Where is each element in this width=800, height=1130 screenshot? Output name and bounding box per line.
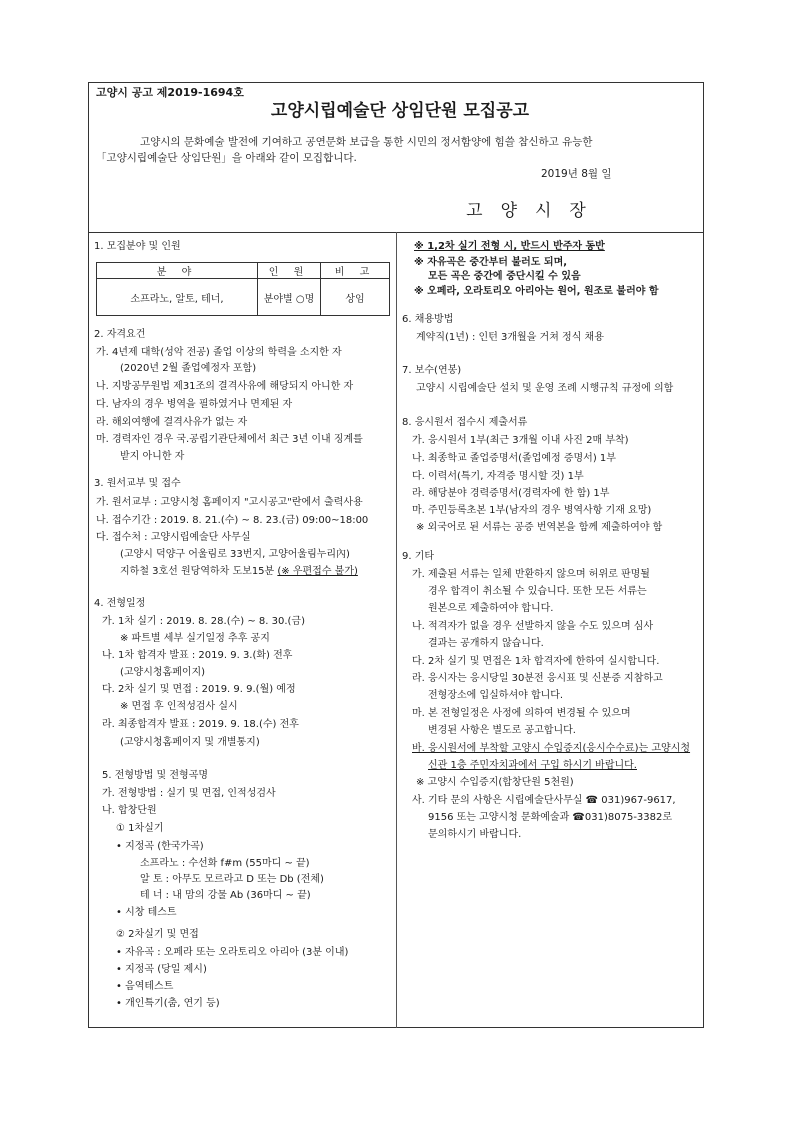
list-item: ※ 고양시 수입증지(합창단원 5천원)	[416, 777, 574, 788]
list-item: 가. 원서교부 : 고양시청 홈페이지 "고시공고"란에서 출력사용	[96, 497, 363, 508]
list-item: 다. 접수처 : 고양시립예술단 사무실	[96, 532, 251, 543]
recruit-table	[96, 262, 390, 316]
list-item: 나. 1차 합격자 발표 : 2019. 9. 3.(화) 전후	[102, 650, 293, 661]
list-item: 라. 최종합격자 발표 : 2019. 9. 18.(수) 전후	[102, 719, 299, 730]
column-divider	[396, 232, 397, 1028]
signer-name: 고양시장	[466, 201, 604, 221]
list-item	[120, 565, 358, 578]
table-cell-field: 소프라노, 알토, 테너,	[97, 279, 258, 316]
list-item: • 지정곡 (한국가곡)	[116, 841, 204, 852]
list-item: • 지정곡 (당일 제시)	[116, 964, 207, 975]
list-item: 다. 2차 실기 및 면접 : 2019. 9. 9.(월) 예정	[102, 684, 296, 695]
intro-line-2: 「고양시립예술단 상임단원」을 아래와 같이 모집합니다.	[96, 152, 357, 164]
table-header-count: 인 원	[258, 263, 321, 279]
section-5-title: 5. 전형방법 및 전형곡명	[102, 770, 209, 781]
list-item: (고양시청홈페이지)	[120, 667, 206, 678]
list-item: • 개인특기(춤, 연기 등)	[116, 998, 220, 1009]
table-header-row	[97, 263, 390, 279]
list-item: ※ 면접 후 인적성검사 실시	[120, 701, 238, 712]
list-item: ※ 외국어로 된 서류는 공증 번역본을 함께 제출하여야 함	[416, 522, 663, 533]
note-free-song: ※ 자유곡은 중간부터 불러도 되며,	[414, 257, 568, 268]
table-header-note: 비 고	[321, 263, 390, 279]
section-2-title: 2. 자격요건	[94, 329, 146, 340]
list-item: (2020년 2월 졸업예정자 포함)	[120, 363, 257, 374]
list-item: 마. 본 전형일정은 사정에 의하여 변경될 수 있으며	[412, 708, 631, 719]
list-item: 고양시 시립예술단 설치 및 운영 조례 시행규칙 규정에 의함	[416, 383, 674, 394]
list-item: 바. 응시원서에 부착할 고양시 수입증지(응시수수료)는 고양시청	[412, 743, 691, 754]
section-3-title: 3. 원서교부 및 접수	[94, 478, 181, 489]
section-8-title: 8. 응시원서 접수시 제출서류	[402, 417, 528, 428]
list-item: 가. 전형방법 : 실기 및 면접, 인적성검사	[102, 788, 276, 799]
notice-number: 고양시 공고 제2019-1694호	[96, 86, 244, 99]
list-item: • 음역테스트	[116, 981, 174, 992]
list-item: 가. 제출된 서류는 일체 반환하지 않으며 허위로 판명될	[412, 569, 650, 580]
notice-date: 2019년 8월 일	[541, 168, 612, 180]
list-item: 다. 2차 실기 및 면접은 1차 합격자에 한하여 실시합니다.	[412, 656, 660, 667]
list-item: 테 너 : 내 맘의 강물 Ab (36마디 ~ 끝)	[140, 890, 311, 901]
directions-text: 지하철 3호선 원당역하차 도보15분	[120, 566, 278, 577]
list-item: ※ 파트별 세부 실기일정 추후 공지	[120, 633, 270, 644]
list-item: 계약직(1년) : 인턴 3개월을 거쳐 정식 채용	[416, 332, 604, 343]
list-item: 라. 해외여행에 결격사유가 없는 자	[96, 417, 248, 428]
table-cell-count: 분야별 ○명	[258, 279, 321, 316]
list-item: 결과는 공개하지 않습니다.	[428, 638, 544, 649]
section-1-title: 1. 모집분야 및 인원	[94, 241, 181, 252]
section-7-title: 7. 보수(연봉)	[402, 365, 462, 376]
list-item: 나. 적격자가 없을 경우 선발하지 않을 수도 있으며 심사	[412, 621, 654, 632]
no-mail-note: (※ 우편접수 불가)	[277, 566, 358, 577]
list-item: • 시창 테스트	[116, 907, 177, 918]
section-4-title: 4. 전형일정	[94, 598, 146, 609]
list-item: 받지 아니한 자	[120, 451, 185, 462]
list-item: • 자유곡 : 오페라 또는 오라토리오 아리아 (3분 이내)	[116, 947, 349, 958]
list-item: 다. 남자의 경우 병역을 필하였거나 면제된 자	[96, 399, 293, 410]
list-item: 나. 지방공무원법 제31조의 결격사유에 해당되지 아니한 자	[96, 381, 354, 392]
list-item: 마. 주민등록초본 1부(남자의 경우 병역사항 기재 요망)	[412, 505, 652, 516]
note-original-language: ※ 오페라, 오라토리오 아리아는 원어, 원조로 불러야 함	[414, 286, 659, 297]
list-item: 소프라노 : 수선화 f#m (55마디 ~ 끝)	[140, 858, 310, 869]
list-item: 라. 응시자는 응시당일 30분전 응시표 및 신분증 지참하고	[412, 673, 663, 684]
table-cell-note: 상임	[321, 279, 390, 316]
table-row	[97, 279, 390, 316]
section-9-title: 9. 기타	[402, 551, 435, 562]
list-item: 다. 이력서(특기, 자격증 명시할 것) 1부	[412, 471, 584, 482]
intro-line-1: 고양시의 문화예술 발전에 기여하고 공연문화 보급을 통한 시민의 정서함양에 힘쓸 참신하고 유능한	[140, 136, 593, 148]
table-header-field: 분 야	[97, 263, 258, 279]
list-item: ① 1차실기	[116, 823, 164, 834]
list-item: 사. 기타 문의 사항은 시립예술단사무실 ☎ 031)967-9617,	[412, 795, 676, 806]
list-item: 원본으로 제출하여야 합니다.	[428, 603, 554, 614]
list-item: 가. 응시원서 1부(최근 3개월 이내 사진 2매 부착)	[412, 435, 629, 446]
list-item: 가. 1차 실기 : 2019. 8. 28.(수) ~ 8. 30.(금)	[102, 616, 305, 627]
list-item: 라. 해당분야 경력증명서(경력자에 한 함) 1부	[412, 488, 610, 499]
list-item: 경우 합격이 취소될 수 있습니다. 또한 모든 서류는	[428, 586, 647, 597]
list-item: 나. 접수기간 : 2019. 8. 21.(수) ~ 8. 23.(금) 09:00~18:00	[96, 515, 369, 526]
page-title: 고양시립예술단 상임단원 모집공고	[270, 101, 530, 121]
list-item: ② 2차실기 및 면접	[116, 929, 199, 940]
list-item: 가. 4년제 대학(성악 전공) 졸업 이상의 학력을 소지한 자	[96, 347, 342, 358]
note-stop: 모든 곡은 중간에 중단시킬 수 있음	[428, 271, 581, 282]
note-accompanist: ※ 1,2차 실기 전형 시, 반드시 반주자 동반	[414, 241, 605, 252]
list-item: 마. 경력자인 경우 국.공립기관단체에서 최근 3년 이내 징계를	[96, 434, 363, 445]
list-item: 변경된 사항은 별도로 공고합니다.	[428, 725, 576, 736]
list-item: 나. 최종학교 졸업증명서(졸업예정 증명서) 1부	[412, 453, 616, 464]
section-6-title: 6. 채용방법	[402, 314, 454, 325]
list-item: 알 토 : 아무도 모르라고 D 또는 Db (전체)	[140, 874, 324, 885]
list-item: (고양시 덕양구 어울림로 33번지, 고양어울림누리內)	[120, 549, 350, 560]
list-item: 나. 합창단원	[102, 805, 157, 816]
list-item: 문의하시기 바랍니다.	[428, 829, 522, 840]
list-item: (고양시청홈페이지 및 개별통지)	[120, 737, 260, 748]
list-item: 신관 1층 주민자치과에서 구입 하시기 바랍니다.	[428, 760, 637, 771]
list-item: 전형장소에 입실하셔야 합니다.	[428, 690, 564, 701]
list-item: 9156 또는 고양시청 문화예술과 ☎031)8075-3382로	[428, 812, 673, 823]
